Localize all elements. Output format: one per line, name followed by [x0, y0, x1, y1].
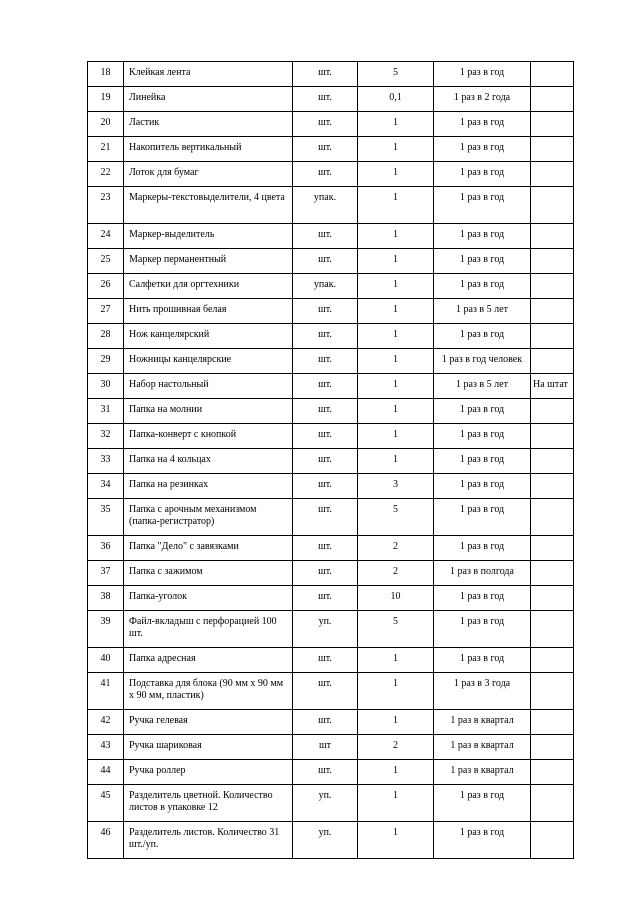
table-row: [88, 785, 574, 822]
row-number: 44: [88, 760, 124, 785]
note-cell: [531, 474, 574, 499]
note-cell: На штат: [531, 374, 574, 399]
unit-cell: шт.: [293, 449, 358, 474]
note-cell: [531, 648, 574, 673]
note-cell: [531, 349, 574, 374]
quantity-cell: 1: [358, 112, 434, 137]
unit-cell: шт.: [293, 673, 358, 710]
unit-cell: шт.: [293, 424, 358, 449]
note-cell: [531, 449, 574, 474]
quantity-cell: 1: [358, 673, 434, 710]
item-name: Папка на резинках: [124, 474, 293, 499]
table-row: [88, 349, 574, 374]
quantity-cell: 1: [358, 324, 434, 349]
table-row: [88, 561, 574, 586]
note-cell: [531, 611, 574, 648]
note-cell: [531, 62, 574, 87]
item-name: Папка на молнии: [124, 399, 293, 424]
row-number: 32: [88, 424, 124, 449]
item-name: Папка-конверт с кнопкой: [124, 424, 293, 449]
item-name: Накопитель вертикальный: [124, 137, 293, 162]
frequency-cell: 1 раз в год: [434, 474, 531, 499]
note-cell: [531, 735, 574, 760]
item-name: Маркер перманентный: [124, 249, 293, 274]
frequency-cell: 1 раз в год: [434, 611, 531, 648]
note-cell: [531, 785, 574, 822]
row-number: 23: [88, 187, 124, 224]
unit-cell: уп.: [293, 822, 358, 859]
quantity-cell: 3: [358, 474, 434, 499]
frequency-cell: 1 раз в 3 года: [434, 673, 531, 710]
table-row: [88, 760, 574, 785]
item-name: Нить прошивная белая: [124, 299, 293, 324]
unit-cell: уп.: [293, 611, 358, 648]
table-row: [88, 536, 574, 561]
note-cell: [531, 224, 574, 249]
frequency-cell: 1 раз в год: [434, 449, 531, 474]
note-cell: [531, 760, 574, 785]
table-row: [88, 162, 574, 187]
item-name: Папка с зажимом: [124, 561, 293, 586]
quantity-cell: 1: [358, 399, 434, 424]
item-name: Папка-уголок: [124, 586, 293, 611]
quantity-cell: 5: [358, 62, 434, 87]
row-number: 28: [88, 324, 124, 349]
row-number: 41: [88, 673, 124, 710]
item-name: Папка с арочным механизмом (папка-регистратор): [124, 499, 293, 536]
quantity-cell: 5: [358, 499, 434, 536]
unit-cell: шт.: [293, 648, 358, 673]
unit-cell: уп.: [293, 785, 358, 822]
table-row: [88, 137, 574, 162]
note-cell: [531, 499, 574, 536]
note-cell: [531, 399, 574, 424]
table-row: [88, 586, 574, 611]
note-cell: [531, 162, 574, 187]
frequency-cell: 1 раз в год: [434, 112, 531, 137]
frequency-cell: 1 раз в год: [434, 249, 531, 274]
unit-cell: шт.: [293, 474, 358, 499]
table-row: [88, 274, 574, 299]
unit-cell: шт.: [293, 760, 358, 785]
frequency-cell: 1 раз в год: [434, 137, 531, 162]
table-row: [88, 449, 574, 474]
note-cell: [531, 324, 574, 349]
frequency-cell: 1 раз в год человек: [434, 349, 531, 374]
unit-cell: шт.: [293, 112, 358, 137]
item-name: Лоток для бумаг: [124, 162, 293, 187]
table-row: [88, 299, 574, 324]
row-number: 29: [88, 349, 124, 374]
quantity-cell: 1: [358, 224, 434, 249]
row-number: 36: [88, 536, 124, 561]
quantity-cell: 1: [358, 760, 434, 785]
quantity-cell: 1: [358, 449, 434, 474]
unit-cell: шт.: [293, 561, 358, 586]
row-number: 25: [88, 249, 124, 274]
unit-cell: упак.: [293, 274, 358, 299]
item-name: Ластик: [124, 112, 293, 137]
quantity-cell: 2: [358, 561, 434, 586]
item-name: Нож канцелярский: [124, 324, 293, 349]
table-row: [88, 374, 574, 399]
table-row: [88, 87, 574, 112]
unit-cell: шт.: [293, 374, 358, 399]
quantity-cell: 1: [358, 299, 434, 324]
note-cell: [531, 424, 574, 449]
quantity-cell: 2: [358, 536, 434, 561]
frequency-cell: 1 раз в квартал: [434, 735, 531, 760]
quantity-cell: 1: [358, 710, 434, 735]
frequency-cell: 1 раз в год: [434, 162, 531, 187]
item-name: Файл-вкладыш с перфорацией 100 шт.: [124, 611, 293, 648]
note-cell: [531, 586, 574, 611]
row-number: 40: [88, 648, 124, 673]
unit-cell: шт.: [293, 162, 358, 187]
frequency-cell: 1 раз в 2 года: [434, 87, 531, 112]
frequency-cell: 1 раз в год: [434, 224, 531, 249]
row-number: 45: [88, 785, 124, 822]
quantity-cell: 1: [358, 274, 434, 299]
unit-cell: шт.: [293, 87, 358, 112]
table-row: [88, 822, 574, 859]
row-number: 43: [88, 735, 124, 760]
quantity-cell: 1: [358, 187, 434, 224]
item-name: Ручка шариковая: [124, 735, 293, 760]
note-cell: [531, 822, 574, 859]
item-name: Маркеры-текстовыделители, 4 цвета: [124, 187, 293, 224]
table-row: [88, 224, 574, 249]
note-cell: [531, 561, 574, 586]
unit-cell: шт.: [293, 224, 358, 249]
frequency-cell: 1 раз в 5 лет: [434, 299, 531, 324]
table-row: [88, 112, 574, 137]
unit-cell: шт.: [293, 62, 358, 87]
row-number: 18: [88, 62, 124, 87]
frequency-cell: 1 раз в год: [434, 499, 531, 536]
unit-cell: шт.: [293, 399, 358, 424]
item-name: Ножницы канцелярские: [124, 349, 293, 374]
row-number: 34: [88, 474, 124, 499]
note-cell: [531, 137, 574, 162]
frequency-cell: 1 раз в год: [434, 424, 531, 449]
quantity-cell: 1: [358, 137, 434, 162]
row-number: 20: [88, 112, 124, 137]
row-number: 42: [88, 710, 124, 735]
item-name: Папка "Дело" с завязками: [124, 536, 293, 561]
unit-cell: упак.: [293, 187, 358, 224]
supplies-table-body: [88, 62, 574, 859]
item-name: Маркер-выделитель: [124, 224, 293, 249]
supplies-table: [87, 61, 574, 859]
table-row: [88, 474, 574, 499]
quantity-cell: 1: [358, 785, 434, 822]
item-name: Набор настольный: [124, 374, 293, 399]
row-number: 46: [88, 822, 124, 859]
row-number: 26: [88, 274, 124, 299]
unit-cell: шт.: [293, 299, 358, 324]
unit-cell: шт.: [293, 349, 358, 374]
unit-cell: шт.: [293, 324, 358, 349]
row-number: 33: [88, 449, 124, 474]
row-number: 22: [88, 162, 124, 187]
quantity-cell: 10: [358, 586, 434, 611]
frequency-cell: 1 раз в год: [434, 62, 531, 87]
quantity-cell: 5: [358, 611, 434, 648]
row-number: 31: [88, 399, 124, 424]
frequency-cell: 1 раз в год: [434, 785, 531, 822]
table-row: [88, 673, 574, 710]
item-name: Клейкая лента: [124, 62, 293, 87]
row-number: 21: [88, 137, 124, 162]
unit-cell: шт.: [293, 536, 358, 561]
note-cell: [531, 187, 574, 224]
quantity-cell: 1: [358, 424, 434, 449]
row-number: 24: [88, 224, 124, 249]
note-cell: [531, 299, 574, 324]
unit-cell: шт.: [293, 499, 358, 536]
quantity-cell: 1: [358, 374, 434, 399]
item-name: Салфетки для оргтехники: [124, 274, 293, 299]
frequency-cell: 1 раз в год: [434, 536, 531, 561]
note-cell: [531, 710, 574, 735]
table-row: [88, 735, 574, 760]
row-number: 19: [88, 87, 124, 112]
unit-cell: шт.: [293, 586, 358, 611]
table-row: [88, 187, 574, 224]
item-name: Папка на 4 кольцах: [124, 449, 293, 474]
row-number: 39: [88, 611, 124, 648]
item-name: Ручка гелевая: [124, 710, 293, 735]
quantity-cell: 0,1: [358, 87, 434, 112]
frequency-cell: 1 раз в квартал: [434, 760, 531, 785]
unit-cell: шт.: [293, 137, 358, 162]
row-number: 35: [88, 499, 124, 536]
item-name: Линейка: [124, 87, 293, 112]
note-cell: [531, 112, 574, 137]
row-number: 38: [88, 586, 124, 611]
frequency-cell: 1 раз в год: [434, 274, 531, 299]
row-number: 37: [88, 561, 124, 586]
frequency-cell: 1 раз в год: [434, 399, 531, 424]
quantity-cell: 2: [358, 735, 434, 760]
unit-cell: шт.: [293, 710, 358, 735]
frequency-cell: 1 раз в год: [434, 822, 531, 859]
quantity-cell: 1: [358, 822, 434, 859]
table-row: [88, 62, 574, 87]
table-row: [88, 249, 574, 274]
table-row: [88, 611, 574, 648]
table-row: [88, 324, 574, 349]
item-name: Разделитель цветной. Количество листов в упаковке 12: [124, 785, 293, 822]
unit-cell: шт: [293, 735, 358, 760]
frequency-cell: 1 раз в 5 лет: [434, 374, 531, 399]
quantity-cell: 1: [358, 249, 434, 274]
frequency-cell: 1 раз в год: [434, 324, 531, 349]
row-number: 27: [88, 299, 124, 324]
note-cell: [531, 87, 574, 112]
note-cell: [531, 274, 574, 299]
frequency-cell: 1 раз в полгода: [434, 561, 531, 586]
quantity-cell: 1: [358, 648, 434, 673]
quantity-cell: 1: [358, 349, 434, 374]
row-number: 30: [88, 374, 124, 399]
frequency-cell: 1 раз в квартал: [434, 710, 531, 735]
table-row: [88, 648, 574, 673]
item-name: Ручка роллер: [124, 760, 293, 785]
quantity-cell: 1: [358, 162, 434, 187]
frequency-cell: 1 раз в год: [434, 586, 531, 611]
item-name: Разделитель листов. Количество 31 шт./уп.: [124, 822, 293, 859]
table-row: [88, 710, 574, 735]
table-row: [88, 499, 574, 536]
frequency-cell: 1 раз в год: [434, 187, 531, 224]
table-row: [88, 399, 574, 424]
note-cell: [531, 249, 574, 274]
note-cell: [531, 673, 574, 710]
frequency-cell: 1 раз в год: [434, 648, 531, 673]
item-name: Папка адресная: [124, 648, 293, 673]
item-name: Подставка для блока (90 мм х 90 мм х 90 мм, пластик): [124, 673, 293, 710]
note-cell: [531, 536, 574, 561]
table-row: [88, 424, 574, 449]
unit-cell: шт.: [293, 249, 358, 274]
